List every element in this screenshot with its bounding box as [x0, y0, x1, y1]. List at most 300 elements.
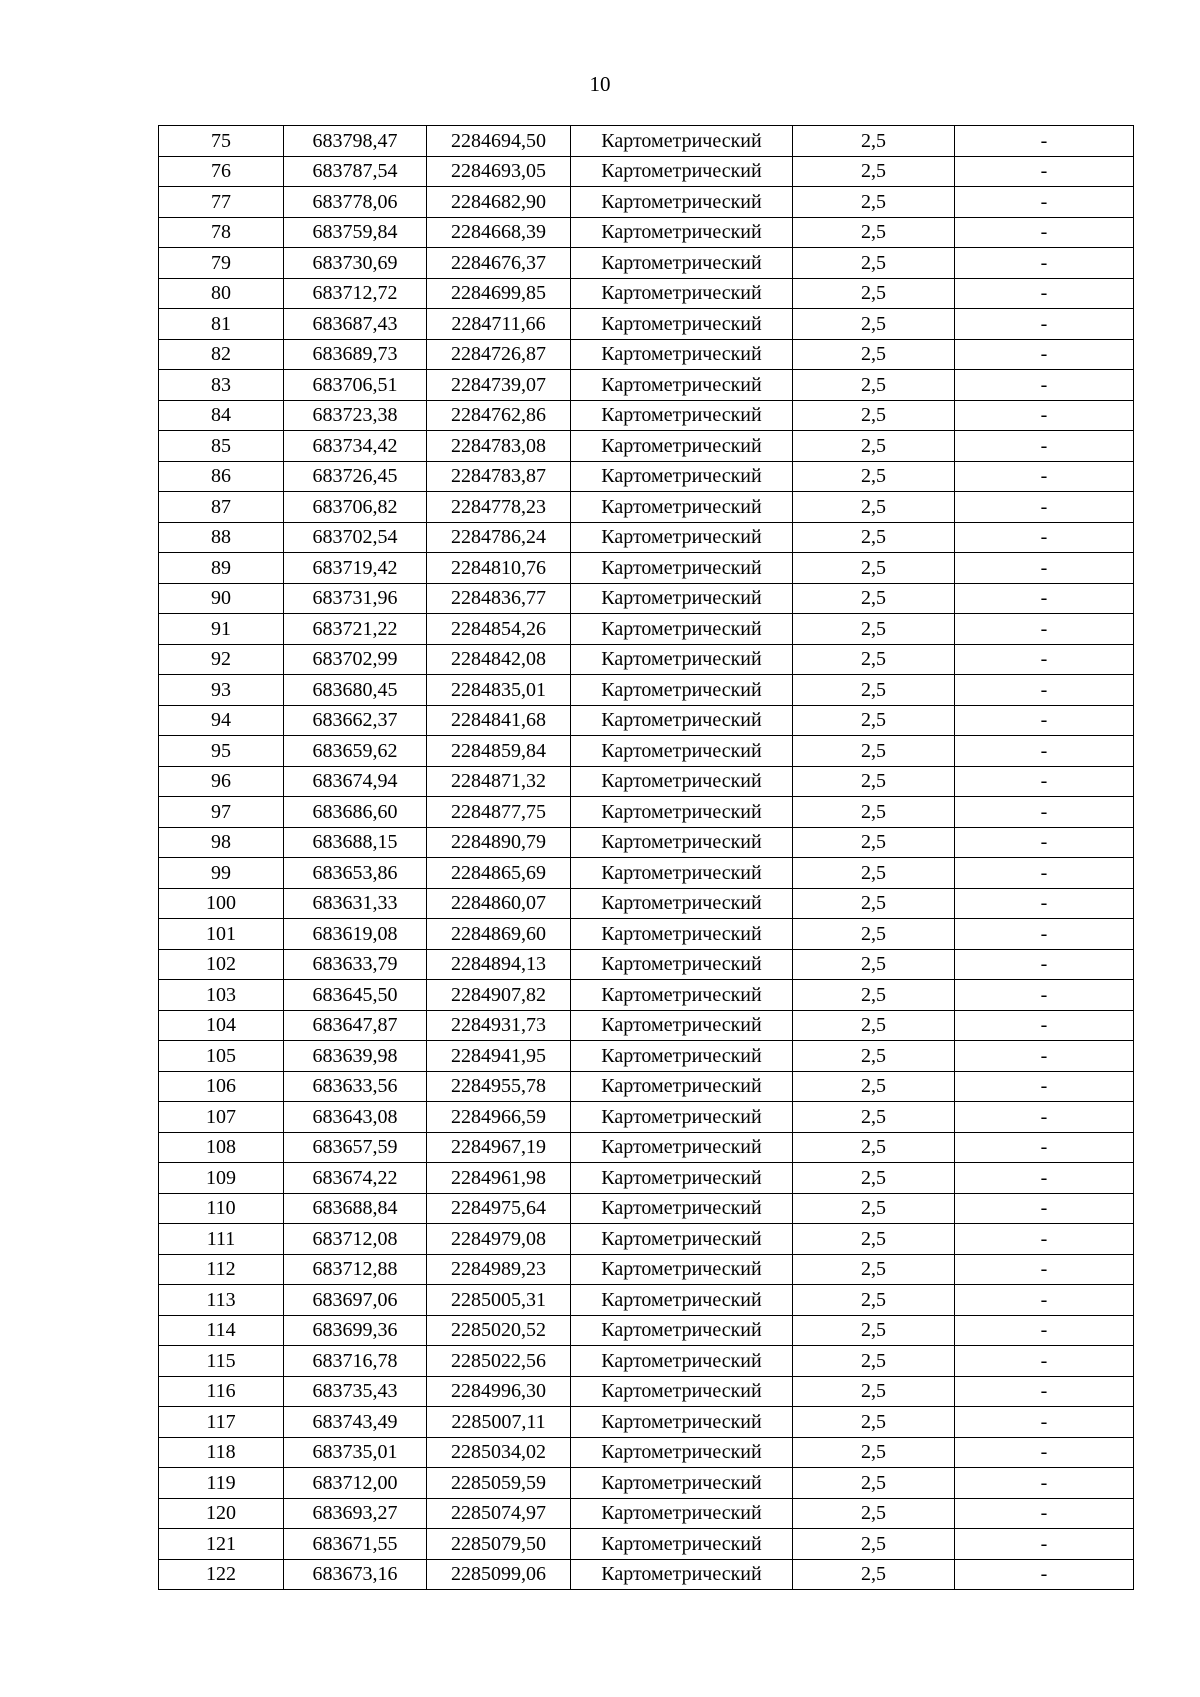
y-coordinate-cell: 2284841,68: [427, 705, 571, 736]
y-coordinate-cell: 2284907,82: [427, 980, 571, 1011]
description-cell: -: [955, 1010, 1134, 1041]
point-number-cell: 90: [159, 583, 284, 614]
table-row: [159, 705, 1134, 736]
point-number-cell: 118: [159, 1437, 284, 1468]
y-coordinate-cell: 2284726,87: [427, 339, 571, 370]
description-cell: -: [955, 339, 1134, 370]
table-row: [159, 644, 1134, 675]
description-cell: -: [955, 766, 1134, 797]
description-cell: -: [955, 278, 1134, 309]
description-cell: -: [955, 583, 1134, 614]
description-cell: -: [955, 126, 1134, 157]
method-cell: Картометрический: [571, 644, 793, 675]
method-cell: Картометрический: [571, 156, 793, 187]
table-row: [159, 949, 1134, 980]
accuracy-cell: 2,5: [793, 1224, 955, 1255]
y-coordinate-cell: 2285020,52: [427, 1315, 571, 1346]
table-row: [159, 1102, 1134, 1133]
method-cell: Картометрический: [571, 888, 793, 919]
page-number: 10: [589, 72, 611, 96]
accuracy-cell: 2,5: [793, 1498, 955, 1529]
x-coordinate-cell: 683735,01: [284, 1437, 427, 1468]
method-cell: Картометрический: [571, 1498, 793, 1529]
method-cell: Картометрический: [571, 949, 793, 980]
accuracy-cell: 2,5: [793, 644, 955, 675]
point-number-cell: 76: [159, 156, 284, 187]
point-number-cell: 91: [159, 614, 284, 645]
description-cell: -: [955, 827, 1134, 858]
y-coordinate-cell: 2284783,87: [427, 461, 571, 492]
y-coordinate-cell: 2284979,08: [427, 1224, 571, 1255]
x-coordinate-cell: 683686,60: [284, 797, 427, 828]
description-cell: -: [955, 949, 1134, 980]
accuracy-cell: 2,5: [793, 736, 955, 767]
point-number-cell: 80: [159, 278, 284, 309]
description-cell: -: [955, 1132, 1134, 1163]
point-number-cell: 112: [159, 1254, 284, 1285]
y-coordinate-cell: 2284871,32: [427, 766, 571, 797]
description-cell: -: [955, 858, 1134, 889]
description-cell: -: [955, 156, 1134, 187]
point-number-cell: 120: [159, 1498, 284, 1529]
table-row: [159, 126, 1134, 157]
x-coordinate-cell: 683759,84: [284, 217, 427, 248]
description-cell: -: [955, 461, 1134, 492]
method-cell: Картометрический: [571, 309, 793, 340]
accuracy-cell: 2,5: [793, 431, 955, 462]
x-coordinate-cell: 683719,42: [284, 553, 427, 584]
description-cell: -: [955, 1041, 1134, 1072]
y-coordinate-cell: 2284931,73: [427, 1010, 571, 1041]
table-row: [159, 1163, 1134, 1194]
description-cell: -: [955, 1529, 1134, 1560]
y-coordinate-cell: 2284890,79: [427, 827, 571, 858]
x-coordinate-cell: 683734,42: [284, 431, 427, 462]
x-coordinate-cell: 683712,72: [284, 278, 427, 309]
description-cell: -: [955, 980, 1134, 1011]
description-cell: -: [955, 644, 1134, 675]
accuracy-cell: 2,5: [793, 1315, 955, 1346]
point-number-cell: 93: [159, 675, 284, 706]
method-cell: Картометрический: [571, 614, 793, 645]
method-cell: Картометрический: [571, 980, 793, 1011]
y-coordinate-cell: 2284860,07: [427, 888, 571, 919]
y-coordinate-cell: 2284739,07: [427, 370, 571, 401]
description-cell: -: [955, 797, 1134, 828]
description-cell: -: [955, 492, 1134, 523]
description-cell: -: [955, 1285, 1134, 1316]
y-coordinate-cell: 2284693,05: [427, 156, 571, 187]
description-cell: -: [955, 1102, 1134, 1133]
x-coordinate-cell: 683778,06: [284, 187, 427, 218]
method-cell: Картометрический: [571, 705, 793, 736]
accuracy-cell: 2,5: [793, 827, 955, 858]
x-coordinate-cell: 683680,45: [284, 675, 427, 706]
y-coordinate-cell: 2284859,84: [427, 736, 571, 767]
point-number-cell: 96: [159, 766, 284, 797]
accuracy-cell: 2,5: [793, 553, 955, 584]
table-row: [159, 1498, 1134, 1529]
method-cell: Картометрический: [571, 187, 793, 218]
accuracy-cell: 2,5: [793, 583, 955, 614]
table-row: [159, 1224, 1134, 1255]
method-cell: Картометрический: [571, 492, 793, 523]
x-coordinate-cell: 683706,82: [284, 492, 427, 523]
accuracy-cell: 2,5: [793, 949, 955, 980]
x-coordinate-cell: 683702,54: [284, 522, 427, 553]
accuracy-cell: 2,5: [793, 339, 955, 370]
point-number-cell: 104: [159, 1010, 284, 1041]
description-cell: -: [955, 187, 1134, 218]
accuracy-cell: 2,5: [793, 187, 955, 218]
x-coordinate-cell: 683723,38: [284, 400, 427, 431]
table-row: [159, 248, 1134, 279]
table-row: [159, 888, 1134, 919]
x-coordinate-cell: 683787,54: [284, 156, 427, 187]
description-cell: -: [955, 1559, 1134, 1590]
table-row: [159, 370, 1134, 401]
table-row: [159, 217, 1134, 248]
method-cell: Картометрический: [571, 1071, 793, 1102]
coordinates-table: [158, 125, 1134, 1590]
table-row: [159, 583, 1134, 614]
description-cell: -: [955, 1254, 1134, 1285]
method-cell: Картометрический: [571, 1224, 793, 1255]
method-cell: Картометрический: [571, 1468, 793, 1499]
x-coordinate-cell: 683702,99: [284, 644, 427, 675]
table-row: [159, 461, 1134, 492]
accuracy-cell: 2,5: [793, 1010, 955, 1041]
point-number-cell: 106: [159, 1071, 284, 1102]
point-number-cell: 114: [159, 1315, 284, 1346]
accuracy-cell: 2,5: [793, 675, 955, 706]
table-row: [159, 431, 1134, 462]
point-number-cell: 83: [159, 370, 284, 401]
point-number-cell: 110: [159, 1193, 284, 1224]
accuracy-cell: 2,5: [793, 1163, 955, 1194]
y-coordinate-cell: 2284967,19: [427, 1132, 571, 1163]
point-number-cell: 108: [159, 1132, 284, 1163]
accuracy-cell: 2,5: [793, 1193, 955, 1224]
table-row: [159, 614, 1134, 645]
method-cell: Картометрический: [571, 400, 793, 431]
method-cell: Картометрический: [571, 1102, 793, 1133]
y-coordinate-cell: 2284941,95: [427, 1041, 571, 1072]
method-cell: Картометрический: [571, 1285, 793, 1316]
table-row: [159, 1010, 1134, 1041]
x-coordinate-cell: 683633,79: [284, 949, 427, 980]
point-number-cell: 122: [159, 1559, 284, 1590]
method-cell: Картометрический: [571, 248, 793, 279]
y-coordinate-cell: 2284966,59: [427, 1102, 571, 1133]
y-coordinate-cell: 2285022,56: [427, 1346, 571, 1377]
y-coordinate-cell: 2284961,98: [427, 1163, 571, 1194]
point-number-cell: 101: [159, 919, 284, 950]
description-cell: -: [955, 1468, 1134, 1499]
x-coordinate-cell: 683643,08: [284, 1102, 427, 1133]
description-cell: -: [955, 919, 1134, 950]
accuracy-cell: 2,5: [793, 858, 955, 889]
method-cell: Картометрический: [571, 1010, 793, 1041]
method-cell: Картометрический: [571, 1254, 793, 1285]
y-coordinate-cell: 2284894,13: [427, 949, 571, 980]
method-cell: Картометрический: [571, 522, 793, 553]
y-coordinate-cell: 2285034,02: [427, 1437, 571, 1468]
accuracy-cell: 2,5: [793, 1132, 955, 1163]
table-row: [159, 766, 1134, 797]
description-cell: -: [955, 888, 1134, 919]
x-coordinate-cell: 683633,56: [284, 1071, 427, 1102]
method-cell: Картометрический: [571, 1376, 793, 1407]
method-cell: Картометрический: [571, 1529, 793, 1560]
method-cell: Картометрический: [571, 1559, 793, 1590]
point-number-cell: 103: [159, 980, 284, 1011]
description-cell: -: [955, 1193, 1134, 1224]
accuracy-cell: 2,5: [793, 888, 955, 919]
point-number-cell: 79: [159, 248, 284, 279]
table-row: [159, 1559, 1134, 1590]
x-coordinate-cell: 683712,88: [284, 1254, 427, 1285]
point-number-cell: 102: [159, 949, 284, 980]
y-coordinate-cell: 2285007,11: [427, 1407, 571, 1438]
x-coordinate-cell: 683731,96: [284, 583, 427, 614]
method-cell: Картометрический: [571, 675, 793, 706]
y-coordinate-cell: 2284835,01: [427, 675, 571, 706]
x-coordinate-cell: 683671,55: [284, 1529, 427, 1560]
accuracy-cell: 2,5: [793, 370, 955, 401]
method-cell: Картометрический: [571, 431, 793, 462]
x-coordinate-cell: 683743,49: [284, 1407, 427, 1438]
accuracy-cell: 2,5: [793, 1346, 955, 1377]
y-coordinate-cell: 2284676,37: [427, 248, 571, 279]
point-number-cell: 113: [159, 1285, 284, 1316]
point-number-cell: 119: [159, 1468, 284, 1499]
accuracy-cell: 2,5: [793, 522, 955, 553]
table-row: [159, 1041, 1134, 1072]
accuracy-cell: 2,5: [793, 1102, 955, 1133]
accuracy-cell: 2,5: [793, 1254, 955, 1285]
point-number-cell: 94: [159, 705, 284, 736]
table-row: [159, 1437, 1134, 1468]
point-number-cell: 81: [159, 309, 284, 340]
point-number-cell: 111: [159, 1224, 284, 1255]
y-coordinate-cell: 2284975,64: [427, 1193, 571, 1224]
y-coordinate-cell: 2284682,90: [427, 187, 571, 218]
table-row: [159, 675, 1134, 706]
accuracy-cell: 2,5: [793, 248, 955, 279]
point-number-cell: 100: [159, 888, 284, 919]
y-coordinate-cell: 2284778,23: [427, 492, 571, 523]
table-row: [159, 1254, 1134, 1285]
description-cell: -: [955, 1376, 1134, 1407]
y-coordinate-cell: 2284810,76: [427, 553, 571, 584]
description-cell: -: [955, 1315, 1134, 1346]
x-coordinate-cell: 683798,47: [284, 126, 427, 157]
accuracy-cell: 2,5: [793, 1529, 955, 1560]
table-row: [159, 492, 1134, 523]
x-coordinate-cell: 683673,16: [284, 1559, 427, 1590]
method-cell: Картометрический: [571, 766, 793, 797]
accuracy-cell: 2,5: [793, 309, 955, 340]
y-coordinate-cell: 2284865,69: [427, 858, 571, 889]
table-row: [159, 980, 1134, 1011]
method-cell: Картометрический: [571, 1132, 793, 1163]
method-cell: Картометрический: [571, 919, 793, 950]
method-cell: Картометрический: [571, 1346, 793, 1377]
y-coordinate-cell: 2284955,78: [427, 1071, 571, 1102]
point-number-cell: 89: [159, 553, 284, 584]
y-coordinate-cell: 2284869,60: [427, 919, 571, 950]
description-cell: -: [955, 1498, 1134, 1529]
table-row: [159, 187, 1134, 218]
table-row: [159, 1468, 1134, 1499]
method-cell: Картометрический: [571, 1163, 793, 1194]
accuracy-cell: 2,5: [793, 1559, 955, 1590]
description-cell: -: [955, 1407, 1134, 1438]
table-row: [159, 1376, 1134, 1407]
accuracy-cell: 2,5: [793, 492, 955, 523]
x-coordinate-cell: 683674,22: [284, 1163, 427, 1194]
method-cell: Картометрический: [571, 858, 793, 889]
y-coordinate-cell: 2284699,85: [427, 278, 571, 309]
accuracy-cell: 2,5: [793, 400, 955, 431]
table-row: [159, 858, 1134, 889]
method-cell: Картометрический: [571, 1193, 793, 1224]
method-cell: Картометрический: [571, 461, 793, 492]
description-cell: -: [955, 553, 1134, 584]
point-number-cell: 95: [159, 736, 284, 767]
point-number-cell: 78: [159, 217, 284, 248]
point-number-cell: 85: [159, 431, 284, 462]
x-coordinate-cell: 683653,86: [284, 858, 427, 889]
x-coordinate-cell: 683631,33: [284, 888, 427, 919]
x-coordinate-cell: 683662,37: [284, 705, 427, 736]
method-cell: Картометрический: [571, 217, 793, 248]
point-number-cell: 99: [159, 858, 284, 889]
x-coordinate-cell: 683699,36: [284, 1315, 427, 1346]
y-coordinate-cell: 2284668,39: [427, 217, 571, 248]
accuracy-cell: 2,5: [793, 797, 955, 828]
y-coordinate-cell: 2284786,24: [427, 522, 571, 553]
table-row: [159, 1193, 1134, 1224]
accuracy-cell: 2,5: [793, 156, 955, 187]
accuracy-cell: 2,5: [793, 1468, 955, 1499]
point-number-cell: 116: [159, 1376, 284, 1407]
y-coordinate-cell: 2284762,86: [427, 400, 571, 431]
description-cell: -: [955, 522, 1134, 553]
point-number-cell: 77: [159, 187, 284, 218]
table-row: [159, 1315, 1134, 1346]
x-coordinate-cell: 683645,50: [284, 980, 427, 1011]
table-row: [159, 522, 1134, 553]
table-row: [159, 1407, 1134, 1438]
accuracy-cell: 2,5: [793, 980, 955, 1011]
point-number-cell: 121: [159, 1529, 284, 1560]
method-cell: Картометрический: [571, 827, 793, 858]
x-coordinate-cell: 683726,45: [284, 461, 427, 492]
x-coordinate-cell: 683688,15: [284, 827, 427, 858]
accuracy-cell: 2,5: [793, 919, 955, 950]
description-cell: -: [955, 1163, 1134, 1194]
method-cell: Картометрический: [571, 553, 793, 584]
point-number-cell: 88: [159, 522, 284, 553]
accuracy-cell: 2,5: [793, 1285, 955, 1316]
table-row: [159, 736, 1134, 767]
method-cell: Картометрический: [571, 278, 793, 309]
description-cell: -: [955, 217, 1134, 248]
x-coordinate-cell: 683706,51: [284, 370, 427, 401]
x-coordinate-cell: 683619,08: [284, 919, 427, 950]
description-cell: -: [955, 1224, 1134, 1255]
method-cell: Картометрический: [571, 736, 793, 767]
point-number-cell: 82: [159, 339, 284, 370]
description-cell: -: [955, 1346, 1134, 1377]
method-cell: Картометрический: [571, 1315, 793, 1346]
method-cell: Картометрический: [571, 583, 793, 614]
method-cell: Картометрический: [571, 1437, 793, 1468]
table-row: [159, 1346, 1134, 1377]
accuracy-cell: 2,5: [793, 1437, 955, 1468]
point-number-cell: 75: [159, 126, 284, 157]
point-number-cell: 92: [159, 644, 284, 675]
table-row: [159, 1132, 1134, 1163]
table-row: [159, 309, 1134, 340]
method-cell: Картометрический: [571, 339, 793, 370]
y-coordinate-cell: 2285005,31: [427, 1285, 571, 1316]
x-coordinate-cell: 683697,06: [284, 1285, 427, 1316]
y-coordinate-cell: 2285074,97: [427, 1498, 571, 1529]
method-cell: Картометрический: [571, 1407, 793, 1438]
x-coordinate-cell: 683674,94: [284, 766, 427, 797]
description-cell: -: [955, 736, 1134, 767]
coordinates-table-body: [159, 126, 1134, 1590]
point-number-cell: 109: [159, 1163, 284, 1194]
table-row: [159, 797, 1134, 828]
table-row: [159, 1071, 1134, 1102]
method-cell: Картометрический: [571, 1041, 793, 1072]
method-cell: Картометрический: [571, 126, 793, 157]
accuracy-cell: 2,5: [793, 1071, 955, 1102]
x-coordinate-cell: 683730,69: [284, 248, 427, 279]
accuracy-cell: 2,5: [793, 766, 955, 797]
x-coordinate-cell: 683735,43: [284, 1376, 427, 1407]
accuracy-cell: 2,5: [793, 614, 955, 645]
accuracy-cell: 2,5: [793, 705, 955, 736]
x-coordinate-cell: 683712,08: [284, 1224, 427, 1255]
point-number-cell: 117: [159, 1407, 284, 1438]
x-coordinate-cell: 683693,27: [284, 1498, 427, 1529]
x-coordinate-cell: 683657,59: [284, 1132, 427, 1163]
table-row: [159, 1285, 1134, 1316]
point-number-cell: 87: [159, 492, 284, 523]
point-number-cell: 97: [159, 797, 284, 828]
y-coordinate-cell: 2284836,77: [427, 583, 571, 614]
accuracy-cell: 2,5: [793, 1376, 955, 1407]
method-cell: Картометрический: [571, 370, 793, 401]
description-cell: -: [955, 1071, 1134, 1102]
x-coordinate-cell: 683659,62: [284, 736, 427, 767]
accuracy-cell: 2,5: [793, 461, 955, 492]
point-number-cell: 107: [159, 1102, 284, 1133]
y-coordinate-cell: 2284877,75: [427, 797, 571, 828]
table-row: [159, 827, 1134, 858]
accuracy-cell: 2,5: [793, 217, 955, 248]
y-coordinate-cell: 2284711,66: [427, 309, 571, 340]
y-coordinate-cell: 2284854,26: [427, 614, 571, 645]
x-coordinate-cell: 683689,73: [284, 339, 427, 370]
table-row: [159, 1529, 1134, 1560]
description-cell: -: [955, 705, 1134, 736]
